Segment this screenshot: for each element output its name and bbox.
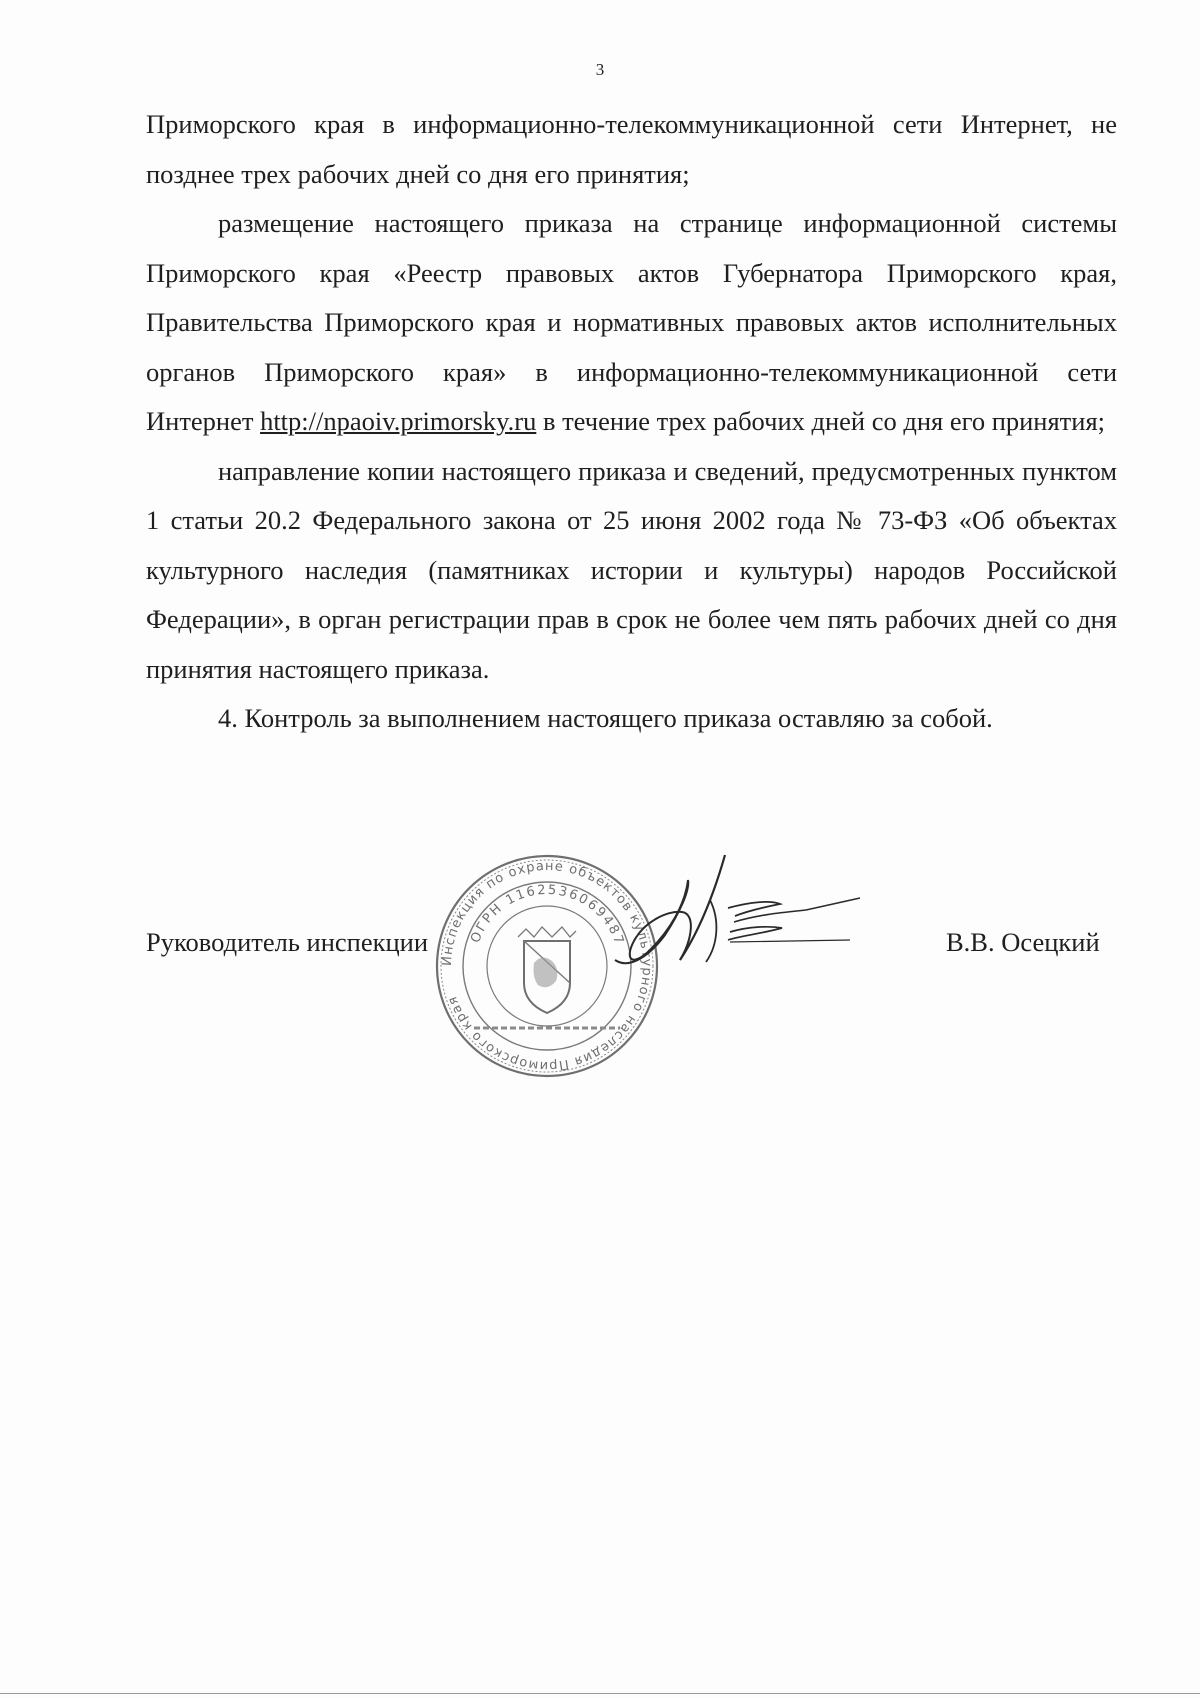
paragraph-continuation: Приморского края в информационно-телекоммуникационной сети Интернет, не позднее трех рабочих дней со дня его принятия; bbox=[146, 109, 1117, 189]
signatory-name: В.В. Осецкий bbox=[946, 927, 1100, 957]
handwritten-signature bbox=[610, 850, 870, 1000]
page-number: 3 bbox=[595, 60, 605, 79]
paragraph-registration-copy: направление копии настоящего приказа и сведений, предусмотренных пунктом 1 статьи 20.2 Федерального закона от 25 июня 2002 года № 73-ФЗ «Об объектах культурного наследия (памятниках истории и культуры) народов Российской Федерации», в орган регистрации прав в срок не более чем пять рабочих дней со дня принятия настоящего приказа. bbox=[146, 455, 1117, 684]
signatory-title: Руководитель инспекции bbox=[146, 927, 429, 957]
paragraph-text: в течение трех рабочих дней со дня его принятия; bbox=[536, 406, 1105, 436]
paragraph-text: размещение настоящего приказа на странице информационной системы Приморского края «Реестр правовых актов Губернатора Приморского края, Правительства Приморского края и нормативных правовых актов исполнительных органов Приморского края» в информационно-телекоммуникационной сети Интернет bbox=[146, 208, 1117, 436]
body-text bbox=[146, 100, 1117, 744]
paragraph-registry-publication bbox=[146, 199, 1117, 447]
coat-of-arms-icon bbox=[518, 927, 576, 1013]
registry-link[interactable]: http://npaoiv.primorsky.ru bbox=[260, 406, 537, 436]
stamp-inner-text: ОГРН 1162536069487 bbox=[468, 882, 627, 948]
stamp-outer-text: Инспекция по охране объектов культурного наследия Приморского края bbox=[439, 858, 655, 1074]
paragraph-control: 4. Контроль за выполнением настоящего приказа оставляю за собой. bbox=[218, 703, 993, 733]
page-bottom-edge bbox=[0, 1693, 1200, 1694]
